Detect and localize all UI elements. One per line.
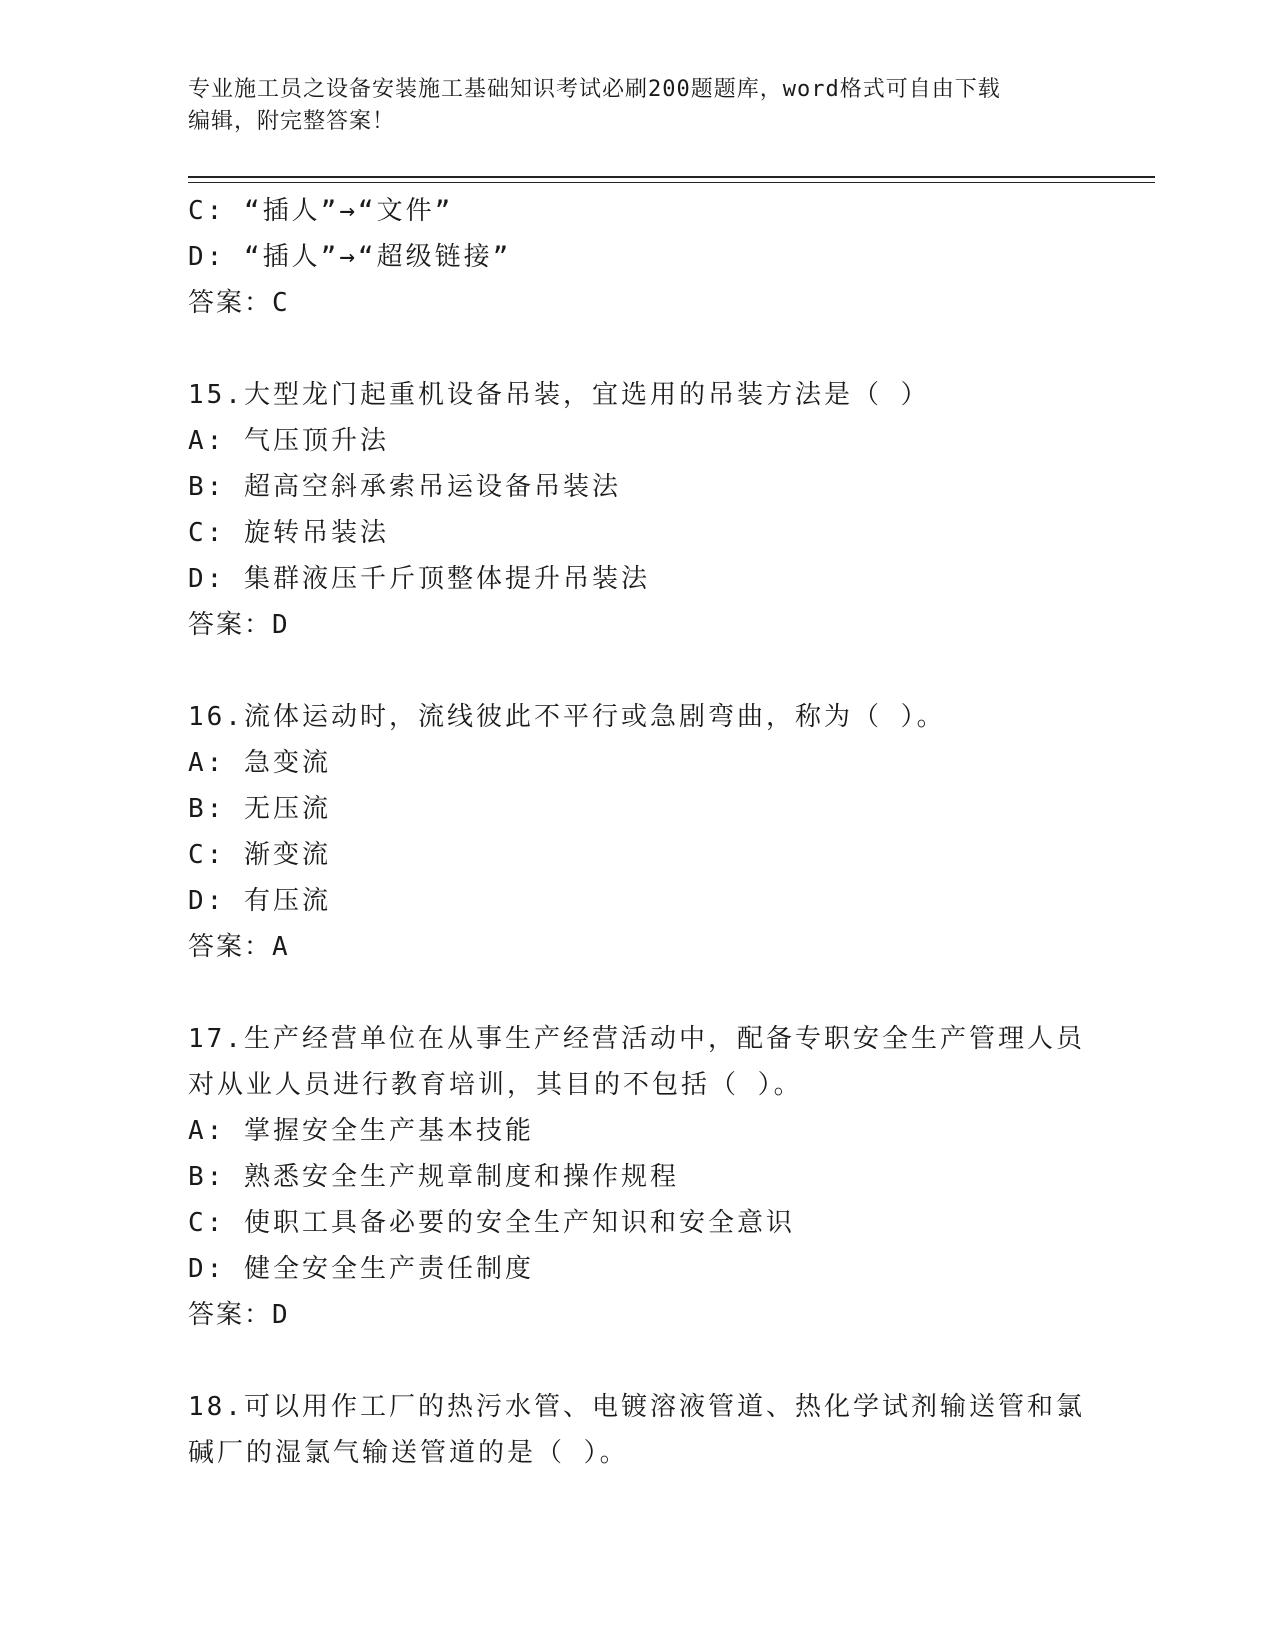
question-stem-line-2: 碱厂的湿氯气输送管道的是（ ）。 — [188, 1438, 629, 1468]
question-block-17 — [188, 1016, 1088, 1338]
spacer — [188, 970, 1088, 1016]
option-b: B: 熟悉安全生产规章制度和操作规程 — [188, 1162, 679, 1192]
option-c: C: 渐变流 — [188, 840, 331, 870]
option-d: D: 集群液压千斤顶整体提升吊装法 — [188, 564, 650, 594]
question-block-15 — [188, 372, 1088, 648]
question-stem-line-1: 18.可以用作工厂的热污水管、电镀溶液管道、热化学试剂输送管和氯 — [188, 1392, 1085, 1422]
option-c: C: 使职工具备必要的安全生产知识和安全意识 — [188, 1208, 795, 1238]
option-d: D: 有压流 — [188, 886, 331, 916]
document-header — [188, 74, 1088, 138]
header-title-line-2: 编辑，附完整答案！ — [188, 109, 396, 134]
option-d: D: “插人”→“超级链接” — [188, 242, 512, 272]
option-a: A: 气压顶升法 — [188, 426, 389, 456]
spacer — [188, 326, 1088, 372]
answer-line: 答案：C — [188, 288, 290, 318]
spacer — [188, 1338, 1088, 1384]
question-stem: 16.流体运动时，流线彼此不平行或急剧弯曲，称为（ ）。 — [188, 702, 946, 732]
header-title-line-1: 专业施工员之设备安装施工基础知识考试必刷200题题库，word格式可自由下载 — [188, 77, 1001, 102]
question-list — [188, 188, 1088, 1476]
option-b: B: 无压流 — [188, 794, 331, 824]
option-a: A: 急变流 — [188, 748, 331, 778]
option-c: C: “插人”→“文件” — [188, 196, 454, 226]
question-stem-line-1: 17.生产经营单位在从事生产经营活动中，配备专职安全生产管理人员 — [188, 1024, 1085, 1054]
answer-line: 答案：A — [188, 932, 290, 962]
option-b: B: 超高空斜承索吊运设备吊装法 — [188, 472, 621, 502]
question-block-14-continued — [188, 188, 1088, 326]
header-divider-thick — [188, 176, 1155, 178]
question-block-18 — [188, 1384, 1088, 1476]
option-c: C: 旋转吊装法 — [188, 518, 389, 548]
option-d: D: 健全安全生产责任制度 — [188, 1254, 534, 1284]
question-block-16 — [188, 694, 1088, 970]
header-divider-thin — [188, 182, 1155, 183]
question-stem-line-2: 对从业人员进行教育培训，其目的不包括（ ）。 — [188, 1070, 803, 1100]
answer-line: 答案：D — [188, 610, 290, 640]
answer-line: 答案：D — [188, 1300, 290, 1330]
question-stem: 15.大型龙门起重机设备吊装，宜选用的吊装方法是（ ） — [188, 380, 930, 410]
option-a: A: 掌握安全生产基本技能 — [188, 1116, 534, 1146]
spacer — [188, 648, 1088, 694]
